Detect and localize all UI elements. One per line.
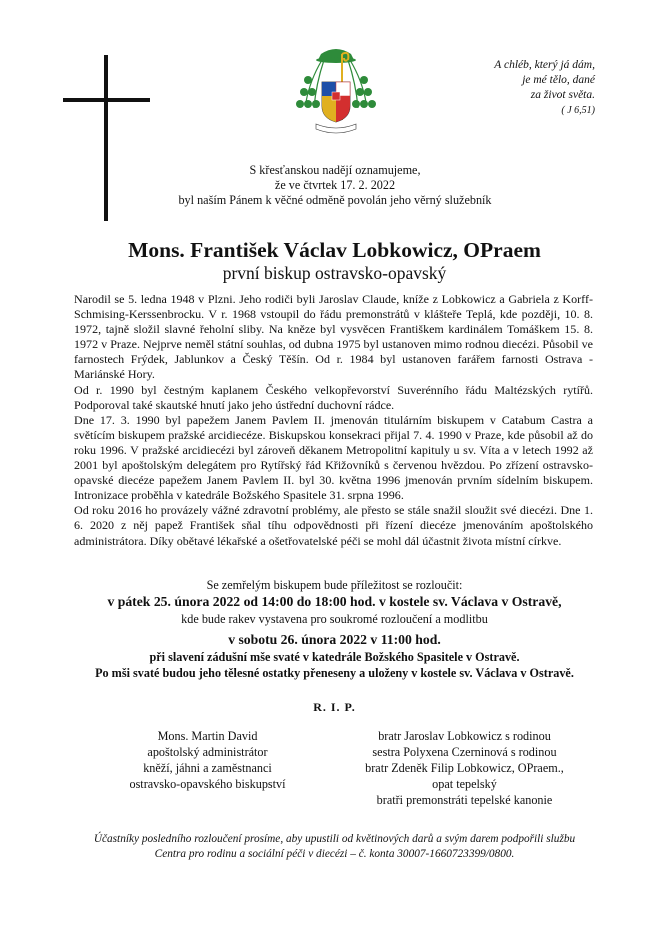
farewell-info (60, 577, 609, 681)
cross-icon-vertical (104, 55, 108, 221)
farewell-date-1: v pátek 25. února 2022 od 14:00 do 18:00 hod. v kostele sv. Václava v Ostravě, (107, 594, 562, 609)
signatures-right (352, 728, 577, 808)
coat-of-arms-icon (286, 40, 386, 140)
signature-line: ostravsko-opavského biskupství (129, 777, 286, 791)
signature-line: bratři premonstráti tepelské kanonie (376, 793, 553, 807)
bio-paragraph: Narodil se 5. ledna 1948 v Plzni. Jeho rodiči byli Jaroslav Claude, kníže z Lobkowicz a Gabriela z Korff-Schmising-Kerssenbrocku. V r. 1968 vstoupil do řádu premonstrátů v klášteře Teplá, kde později, 10. 8. 1972, tajně složil slavné řeholní sliby. Na kněze byl vysvěcen Františkem kardinálem Tomáškem 15. 8. 1972 v Praze. Nejprve neměl státní souhlas, od dubna 1975 byl ustanoven mimo rodnou diecézi. Působil ve farnostech Frýdek, Jablunkov a Český Těšín. Od r. 1984 byl ustanoven farářem farnosti Ostrava - Mariánské Hory. (74, 292, 593, 382)
footer-line: Centra pro rodinu a sociální péči v diecézi – č. konta 30007-1660723399/0800. (154, 848, 515, 860)
scripture-quote (494, 58, 595, 118)
deceased-name: Mons. František Václav Lobkowicz, OPraem (128, 238, 541, 262)
signature-line: Mons. Martin David (157, 729, 258, 743)
deceased-title: první biskup ostravsko-opavský (222, 263, 447, 283)
signature-line: kněží, jáhni a zaměstnanci (143, 761, 272, 775)
signature-line: sestra Polyxena Czerninová s rodinou (372, 745, 557, 759)
announcement-line: že ve čtvrtek 17. 2. 2022 (274, 178, 396, 192)
signature-line: bratr Zdeněk Filip Lobkowicz, OPraem., (365, 761, 564, 775)
announcement-line: S křesťanskou nadějí oznamujeme, (249, 163, 421, 177)
quote-line: je mé tělo, dané (522, 74, 595, 86)
quote-line: A chléb, který já dám, (494, 59, 595, 71)
farewell-date-2: v sobotu 26. února 2022 v 11:00 hod. (228, 632, 441, 647)
farewell-intro: Se zemřelým biskupem bude příležitost se rozloučit: (206, 578, 463, 592)
footer-note (40, 832, 629, 862)
quote-reference: ( J 6,51) (561, 105, 595, 116)
biography (74, 292, 593, 549)
burial-info: Po mši svaté budou jeho tělesné ostatky přeneseny a uloženy v kostele sv. Václava v Ostravě. (95, 666, 574, 680)
bio-paragraph: Dne 17. 3. 1990 byl papežem Janem Pavlem II. jmenován titulárním biskupem v Catabum Castra a světícím biskupem pražské arcidiecéze. Biskupskou konsekraci přijal 7. 4. 1990 v Praze, kde působil až do roku 1996. V pražské arcidiecézi byl zároveň děkanem Metropolitní kapituly u sv. Víta a v letech 1992 až 2001 byl apoštolským delegátem pro Rytířský řád Křižovníků s červenou hvězdou. Po zřízení ostravsko-opavské diecéze papežem Janem Pavlem II. byl 30. května 1996 jmenován prvním sídelním biskupem. Intronizace proběhla v katedrále Božského Spasitele 31. srpna 1996. (74, 412, 593, 503)
signatures-left (100, 728, 315, 792)
cross-icon-horizontal (63, 98, 150, 102)
quote-line: za život světa. (530, 89, 595, 101)
signature-line: opat tepelský (432, 777, 497, 791)
rip: R. I. P. (313, 700, 356, 714)
signature-line: bratr Jaroslav Lobkowicz s rodinou (378, 729, 551, 743)
funeral-mass: při slavení zádušní mše svaté v katedrále Božského Spasitele v Ostravě. (149, 650, 520, 664)
announcement (150, 163, 520, 208)
footer-line: Účastníky posledního rozloučení prosíme, aby upustili od květinových darů a svým darem podpořili službu (93, 833, 576, 845)
announcement-line: byl naším Pánem k věčné odměně povolán jeho věrný služebník (178, 193, 492, 207)
signature-line: apoštolský administrátor (147, 745, 268, 759)
bio-paragraph: Od roku 2016 ho provázely vážné zdravotní problémy, ale přesto se stále snažil sloužit své diecézi. Dne 1. 6. 2020 z něj papež František sňal tíhu odpovědnosti při řízení diecéze jmenováním apoštolského administrátora. Díky obětavé lékařské a ošetřovatelské péči se mohl dál účastnit života místní církve. (74, 503, 593, 548)
bio-paragraph: Od r. 1990 byl čestným kaplanem Českého velkopřevorství Suverénního řádu Maltézských rytířů. Podporoval také skautské hnutí jako jeho ústřední duchovní rádce. (74, 382, 593, 412)
farewell-note-1: kde bude rakev vystavena pro soukromé rozloučení a modlitbu (181, 612, 488, 626)
